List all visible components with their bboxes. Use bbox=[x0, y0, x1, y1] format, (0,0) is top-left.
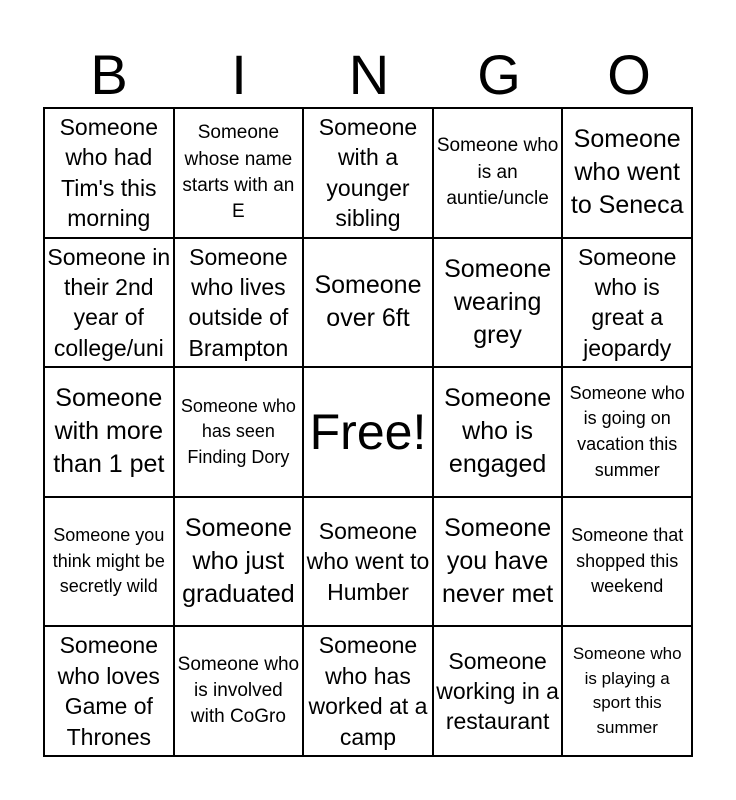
bingo-cell[interactable] bbox=[174, 626, 304, 756]
bingo-cell[interactable] bbox=[562, 238, 692, 368]
bingo-cell[interactable] bbox=[562, 108, 692, 238]
cell-text: Someone who went to Humber bbox=[306, 518, 430, 605]
cell-text: Someone who is engaged bbox=[444, 384, 552, 479]
header-letter-i: I bbox=[231, 43, 247, 106]
bingo-cell[interactable] bbox=[303, 108, 433, 238]
bingo-cell[interactable] bbox=[174, 108, 304, 238]
cell-text: Someone wearing grey bbox=[444, 254, 552, 349]
cell-text: Someone with more than 1 pet bbox=[53, 384, 165, 479]
bingo-cell[interactable] bbox=[433, 497, 563, 627]
cell-text: Someone who is playing a sport this summer bbox=[572, 643, 682, 737]
cell-text: Someone working in a restaurant bbox=[436, 647, 559, 735]
bingo-cell[interactable] bbox=[174, 497, 304, 627]
header-letter-b: B bbox=[90, 43, 128, 106]
cell-text: Someone you think might be secretly wild bbox=[52, 525, 165, 597]
bingo-cell[interactable] bbox=[433, 108, 563, 238]
cell-text: Someone who is involved with CoGro bbox=[177, 653, 300, 728]
cell-text: Someone who went to Seneca bbox=[570, 125, 684, 220]
bingo-header bbox=[44, 44, 694, 106]
bingo-cell[interactable] bbox=[303, 238, 433, 368]
bingo-cell[interactable] bbox=[174, 367, 304, 497]
cell-text: Someone who just graduated bbox=[182, 514, 295, 609]
cell-text: Someone over 6ft bbox=[314, 271, 422, 333]
bingo-cell[interactable] bbox=[44, 367, 174, 497]
bingo-cell[interactable] bbox=[44, 626, 174, 756]
cell-text: Someone who is going on vacation this summer bbox=[569, 382, 685, 480]
free-space[interactable] bbox=[303, 367, 433, 497]
header-letter-n: N bbox=[348, 43, 390, 106]
cell-text: Someone whose name starts with an E bbox=[182, 122, 295, 223]
bingo-cell[interactable] bbox=[433, 238, 563, 368]
header-letter-o: O bbox=[607, 43, 651, 106]
bingo-cell[interactable] bbox=[562, 497, 692, 627]
cell-text: Someone who loves Game of Thrones bbox=[57, 632, 160, 750]
cell-text: Someone who is great a jeopardy bbox=[577, 243, 677, 361]
bingo-board bbox=[43, 107, 693, 757]
bingo-cell[interactable] bbox=[44, 497, 174, 627]
cell-text: Someone in their 2nd year of college/uni bbox=[47, 243, 171, 361]
cell-text: Someone who lives outside of Brampton bbox=[188, 243, 289, 361]
cell-text: Someone that shopped this weekend bbox=[571, 525, 684, 597]
cell-text: Someone with a younger sibling bbox=[318, 114, 418, 232]
header-letter-g: G bbox=[477, 43, 521, 106]
free-space-label: Free! bbox=[309, 403, 427, 460]
bingo-cell[interactable] bbox=[433, 367, 563, 497]
cell-text: Someone who has seen Finding Dory bbox=[180, 395, 296, 467]
cell-text: Someone who has worked at a camp bbox=[308, 632, 428, 750]
cell-text: Someone you have never met bbox=[442, 514, 554, 609]
bingo-cell[interactable] bbox=[303, 497, 433, 627]
bingo-cell[interactable] bbox=[562, 626, 692, 756]
bingo-cell[interactable] bbox=[562, 367, 692, 497]
cell-text: Someone who is an auntie/uncle bbox=[436, 135, 559, 209]
bingo-cell[interactable] bbox=[303, 626, 433, 756]
bingo-cell[interactable] bbox=[44, 238, 174, 368]
bingo-cell[interactable] bbox=[44, 108, 174, 238]
cell-text: Someone who had Tim's this morning bbox=[59, 114, 159, 232]
bingo-cell[interactable] bbox=[433, 626, 563, 756]
bingo-cell[interactable] bbox=[174, 238, 304, 368]
